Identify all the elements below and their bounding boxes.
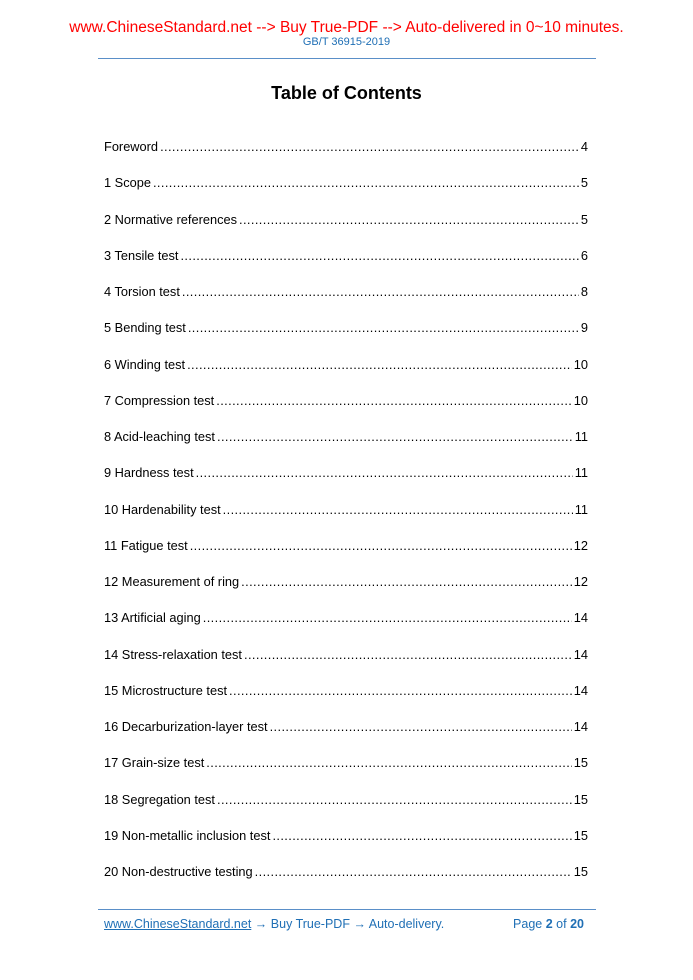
toc-dot-leader <box>160 139 579 155</box>
toc-entry-label: 13 Artificial aging <box>104 610 201 626</box>
toc-entry-label: 3 Tensile test <box>104 247 179 263</box>
toc-entry-label: 4 Torsion test <box>104 284 180 299</box>
footer-divider <box>98 909 596 910</box>
toc-entry[interactable] <box>104 284 588 320</box>
footer-website-link[interactable]: www.ChineseStandard.net <box>104 917 252 931</box>
toc-entry-page: 15 <box>573 755 588 771</box>
toc-entry-label: 12 Measurement of ring <box>104 574 240 589</box>
toc-entry-page: 11 <box>574 429 588 444</box>
toc-entry[interactable] <box>104 792 588 828</box>
toc-entry[interactable] <box>104 538 588 574</box>
toc-dot-leader <box>153 175 579 191</box>
toc-dot-leader <box>270 719 572 735</box>
toc-entry[interactable] <box>104 429 588 465</box>
toc-entry-page: 4 <box>580 139 588 154</box>
standard-code: GB/T 36915-2019 <box>302 36 391 48</box>
footer-buy-text: Buy True-PDF <box>270 917 350 931</box>
toc-dot-leader <box>241 574 572 590</box>
toc-dot-leader <box>187 357 572 373</box>
toc-entry-label: Foreword <box>104 139 159 154</box>
table-of-contents <box>104 139 588 900</box>
toc-dot-leader <box>239 212 579 228</box>
header-divider <box>98 58 596 59</box>
toc-entry-label: 20 Non-destructive testing <box>104 864 253 879</box>
arrow-right-icon: → <box>353 917 366 931</box>
toc-entry[interactable] <box>104 755 588 791</box>
toc-entry-page: 10 <box>573 356 588 372</box>
toc-entry[interactable] <box>104 212 588 248</box>
toc-entry-label: 16 Decarburization-layer test <box>104 719 268 734</box>
toc-entry-label: 19 Non-metallic inclusion test <box>104 827 271 843</box>
toc-entry-label: 1 Scope <box>104 175 151 191</box>
toc-entry[interactable] <box>104 864 588 900</box>
toc-dot-leader <box>188 320 579 336</box>
toc-entry-label: 18 Segregation test <box>104 791 215 807</box>
toc-entry[interactable] <box>104 320 588 356</box>
toc-entry[interactable] <box>104 357 588 393</box>
toc-entry-page: 6 <box>580 247 588 263</box>
toc-entry-label: 8 Acid-leaching test <box>104 429 215 444</box>
toc-entry-label: 11 Fatigue test <box>104 537 188 553</box>
toc-entry[interactable] <box>104 719 588 755</box>
toc-entry-page: 12 <box>573 574 588 589</box>
page-current: 2 <box>545 917 553 931</box>
toc-entry-page: 11 <box>574 501 588 517</box>
toc-entry-page: 9 <box>580 320 588 336</box>
arrow-right-icon: → <box>254 917 268 931</box>
toc-entry[interactable] <box>104 393 588 429</box>
page-word: Page <box>513 917 543 931</box>
toc-entry[interactable] <box>104 828 588 864</box>
toc-entry[interactable] <box>104 574 588 610</box>
toc-entry-label: 10 Hardenability test <box>104 501 221 517</box>
footer-left <box>104 917 444 932</box>
toc-entry[interactable] <box>104 683 588 719</box>
toc-entry[interactable] <box>104 465 588 501</box>
toc-entry-page: 8 <box>580 284 588 299</box>
toc-entry-label: 17 Grain-size test <box>104 755 205 771</box>
toc-entry-label: 7 Compression test <box>104 392 215 408</box>
toc-entry-page: 5 <box>580 211 588 227</box>
toc-dot-leader <box>229 683 572 699</box>
toc-dot-leader <box>203 610 572 626</box>
toc-entry-page: 14 <box>573 610 588 626</box>
toc-dot-leader <box>223 502 573 518</box>
toc-entry[interactable] <box>104 610 588 646</box>
toc-entry-label: 15 Microstructure test <box>104 682 228 698</box>
toc-entry[interactable] <box>104 502 588 538</box>
toc-entry[interactable] <box>104 647 588 683</box>
toc-dot-leader <box>217 429 573 445</box>
toc-entry[interactable] <box>104 248 588 284</box>
page-of: of <box>556 917 567 931</box>
toc-entry[interactable] <box>104 139 588 175</box>
toc-dot-leader <box>255 864 572 880</box>
toc-entry-page: 5 <box>580 175 588 191</box>
page-total: 20 <box>570 917 584 931</box>
toc-dot-leader <box>216 393 572 409</box>
page-title: Table of Contents <box>271 83 422 103</box>
toc-dot-leader <box>182 284 579 300</box>
footer-delivery-text: Auto-delivery. <box>368 917 445 931</box>
toc-entry-label: 5 Bending test <box>104 320 186 336</box>
toc-entry-page: 15 <box>573 864 588 879</box>
toc-entry-page: 14 <box>573 682 588 698</box>
page-number <box>513 917 584 932</box>
toc-entry-label: 14 Stress-relaxation test <box>104 646 242 662</box>
toc-entry-page: 14 <box>573 646 588 662</box>
toc-dot-leader <box>217 792 572 808</box>
toc-entry-page: 15 <box>573 827 588 843</box>
toc-entry-label: 6 Winding test <box>104 356 186 372</box>
toc-entry-page: 15 <box>573 791 588 807</box>
promo-banner[interactable]: www.ChineseStandard.net --> Buy True-PDF --> Auto-delivered in 0~10 minutes. <box>69 19 624 36</box>
toc-entry-label: 9 Hardness test <box>104 465 194 481</box>
toc-entry-page: 10 <box>573 392 588 408</box>
toc-dot-leader <box>272 828 571 844</box>
toc-entry[interactable] <box>104 175 588 211</box>
toc-entry-page: 12 <box>573 537 588 553</box>
toc-entry-page: 14 <box>573 719 588 734</box>
toc-dot-leader <box>190 538 572 554</box>
toc-entry-page: 11 <box>574 465 588 481</box>
toc-dot-leader <box>180 248 578 264</box>
toc-dot-leader <box>206 755 571 771</box>
toc-dot-leader <box>244 647 572 663</box>
toc-entry-label: 2 Normative references <box>104 211 237 227</box>
toc-dot-leader <box>196 465 573 481</box>
